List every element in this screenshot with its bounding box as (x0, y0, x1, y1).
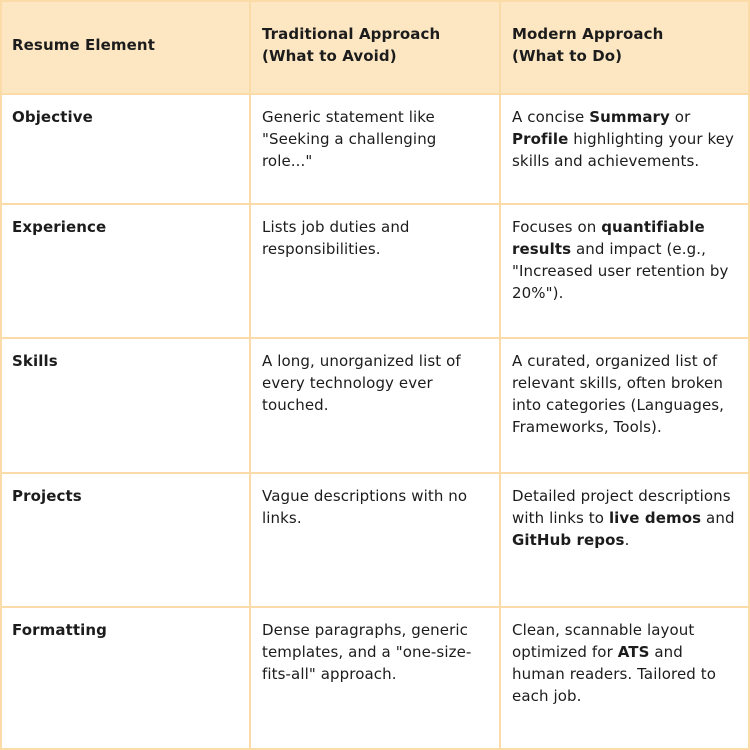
modern-cell: Clean, scannable layout optimized for ATS and human readers. Tailored to each job. (512, 621, 717, 705)
grid-line (0, 0, 2, 750)
row-label-projects: Projects (12, 487, 82, 505)
table-row (0, 338, 750, 473)
modern-cell: A curated, organized list of relevant skills, often broken into categories (Languages, Frameworks, Tools). (512, 352, 725, 436)
row-label-skills: Skills (12, 352, 58, 370)
header-col3-title: Modern Approach (512, 25, 664, 43)
header-traditional-approach (250, 0, 500, 94)
modern-cell: A concise Summary or Profile highlighting your key skills and achievements. (512, 108, 735, 170)
table-row (0, 94, 750, 204)
header-resume-element (0, 0, 250, 94)
table-row (0, 204, 750, 338)
traditional-cell: Lists job duties and responsibilities. (262, 218, 410, 258)
grid-line (0, 606, 750, 608)
traditional-cell: Dense paragraphs, generic templates, and a "one-size-fits-all" approach. (262, 621, 472, 683)
grid-line (0, 203, 750, 205)
row-label-formatting: Formatting (12, 621, 107, 639)
header-col2-title: Traditional Approach (262, 25, 441, 43)
grid-line (0, 93, 750, 95)
grid-line (0, 337, 750, 339)
modern-cell: Focuses on quantifiable results and impact (e.g., "Increased user retention by 20%"). (512, 218, 729, 302)
header-col2-subtitle: (What to Avoid) (262, 47, 397, 65)
traditional-cell: Vague descriptions with no links. (262, 487, 468, 527)
table-header-row (0, 0, 750, 94)
row-label-experience: Experience (12, 218, 107, 236)
modern-cell: Detailed project descriptions with links to live demos and GitHub repos. (512, 487, 735, 549)
header-modern-approach (500, 0, 750, 94)
row-label-objective: Objective (12, 108, 93, 126)
grid-line (0, 0, 750, 2)
grid-line (0, 472, 750, 474)
grid-line (249, 0, 251, 750)
traditional-cell: A long, unorganized list of every technology ever touched. (262, 352, 461, 414)
table-row (0, 607, 750, 750)
header-col3-subtitle: (What to Do) (512, 47, 623, 65)
traditional-cell: Generic statement like "Seeking a challenging role..." (262, 108, 437, 170)
header-col1-label: Resume Element (12, 36, 155, 54)
grid-line (499, 0, 501, 750)
table-row (0, 473, 750, 607)
